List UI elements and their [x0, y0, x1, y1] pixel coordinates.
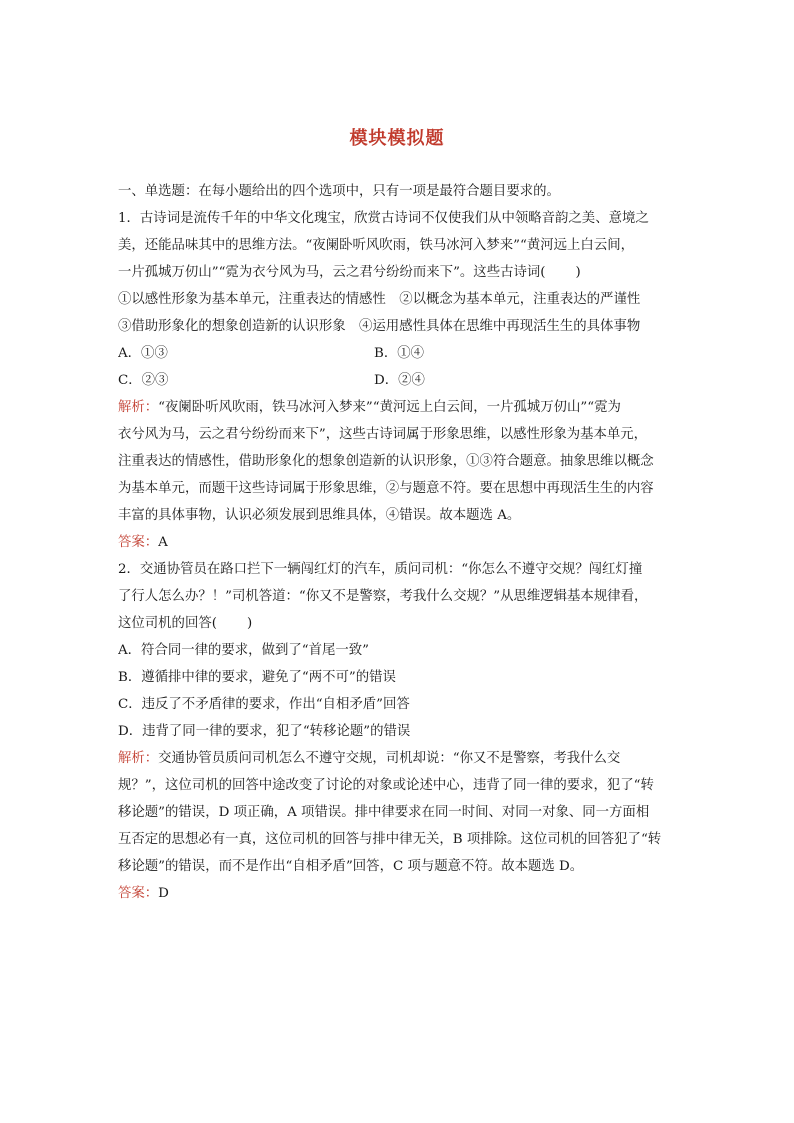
option-d: D．②④ [374, 373, 425, 388]
question-2-stem-end: 这位司机的回答( [118, 616, 217, 631]
answer-label: 答案： [118, 535, 159, 550]
options-row [118, 367, 678, 394]
question-2-line [118, 610, 678, 637]
question-1-line: 1．古诗词是流传千年的中华文化瑰宝，欣赏古诗词不仅使我们从中领略音韵之美、意境之 [118, 211, 649, 226]
analysis-line [118, 745, 678, 772]
answer-value: D [158, 886, 169, 901]
analysis-line: 移论题”的错误，D 项正确，A 项错误。排中律要求在同一时间、对同一对象、同一方面相 [118, 805, 650, 820]
option-d: D．违背了同一律的要求，犯了“转移论题”的错误 [118, 724, 411, 739]
option-b: B．遵循排中律的要求，避免了“两不可”的错误 [118, 670, 396, 685]
option-b: B．①④ [374, 346, 425, 361]
analysis-label: 解析： [118, 751, 159, 766]
answer-value: A [158, 535, 168, 550]
question-1-line [118, 259, 678, 286]
question-2 [118, 556, 678, 907]
option-c: C．违反了不矛盾律的要求，作出“自相矛盾”回答 [118, 697, 410, 712]
question-1-stem-end: 一片孤城万仞山”“霓为衣兮风为马，云之君兮纷纷而来下”。这些古诗词( [118, 265, 546, 280]
analysis-text: “夜阑卧听风吹雨，铁马冰河入梦来”“黄河远上白云间，一片孤城万仞山”“霓为 [158, 400, 621, 415]
options-row [118, 340, 678, 367]
section-heading: 一、单选题：在每小题给出的四个选项中，只有一项是最符合题目要求的。 [118, 184, 560, 199]
question-1-line: 美，还能品味其中的思维方法。“夜阑卧听风吹雨，铁马冰河入梦来”“黄河远上白云间， [118, 238, 634, 253]
paren-close: ) [575, 265, 581, 280]
question-2-line: 了行人怎么办？！”司机答道：“你又不是警察，考我什么交规？”从思维逻辑基本规律看， [118, 589, 648, 604]
analysis-line: 规？”，这位司机的回答中途改变了讨论的对象或论述中心，违背了同一律的要求，犯了“转 [118, 778, 654, 793]
page-title: 模块模拟题 [349, 128, 445, 149]
analysis-line: 移论题”的错误，而不是作出“自相矛盾”回答，C 项与题意不符。故本题选 D。 [118, 859, 584, 874]
question-1 [118, 205, 678, 556]
analysis-text: 交通协管员质问司机怎么不遵守交规，司机却说：“你又不是警察，考我什么交 [158, 751, 621, 766]
option-a: A．符合同一律的要求，做到了“首尾一致” [118, 643, 370, 658]
statement: ③借助形象化的想象创造新的认识形象 ④运用感性具体在思维中再现活生生的具体事物 [118, 319, 641, 334]
answer-line [118, 880, 678, 907]
analysis-line: 互否定的思想必有一真，这位司机的回答与排中律无关，B 项排除。这位司机的回答犯了“转 [118, 832, 662, 847]
paren-close: ) [246, 616, 253, 631]
option-a: A．①③ [118, 346, 168, 361]
option-c: C．②③ [118, 373, 169, 388]
analysis-line: 注重表达的情感性，借助形象化的想象创造新的认识形象，①③符合题意。抽象思维以概念 [118, 454, 654, 469]
analysis-line: 丰富的具体事物，认识必须发展到思维具体，④错误。故本题选 A。 [118, 508, 521, 523]
answer-line [118, 529, 678, 556]
document-content [118, 178, 678, 907]
statement: ①以感性形象为基本单元，注重表达的情感性 ②以概念为基本单元，注重表达的严谨性 [118, 292, 641, 307]
analysis-line: 为基本单元，而题干这些诗词属于形象思维，②与题意不符。要在思想中再现活生生的内容 [118, 481, 654, 496]
analysis-label: 解析： [118, 400, 159, 415]
question-2-line: 2．交通协管员在路口拦下一辆闯红灯的汽车，质问司机：“你怎么不遵守交规？闯红灯撞 [118, 562, 643, 577]
analysis-line: 衣兮风为马，云之君兮纷纷而来下”，这些古诗词属于形象思维，以感性形象为基本单元， [118, 427, 648, 442]
answer-label: 答案： [118, 886, 159, 901]
analysis-line [118, 394, 678, 421]
